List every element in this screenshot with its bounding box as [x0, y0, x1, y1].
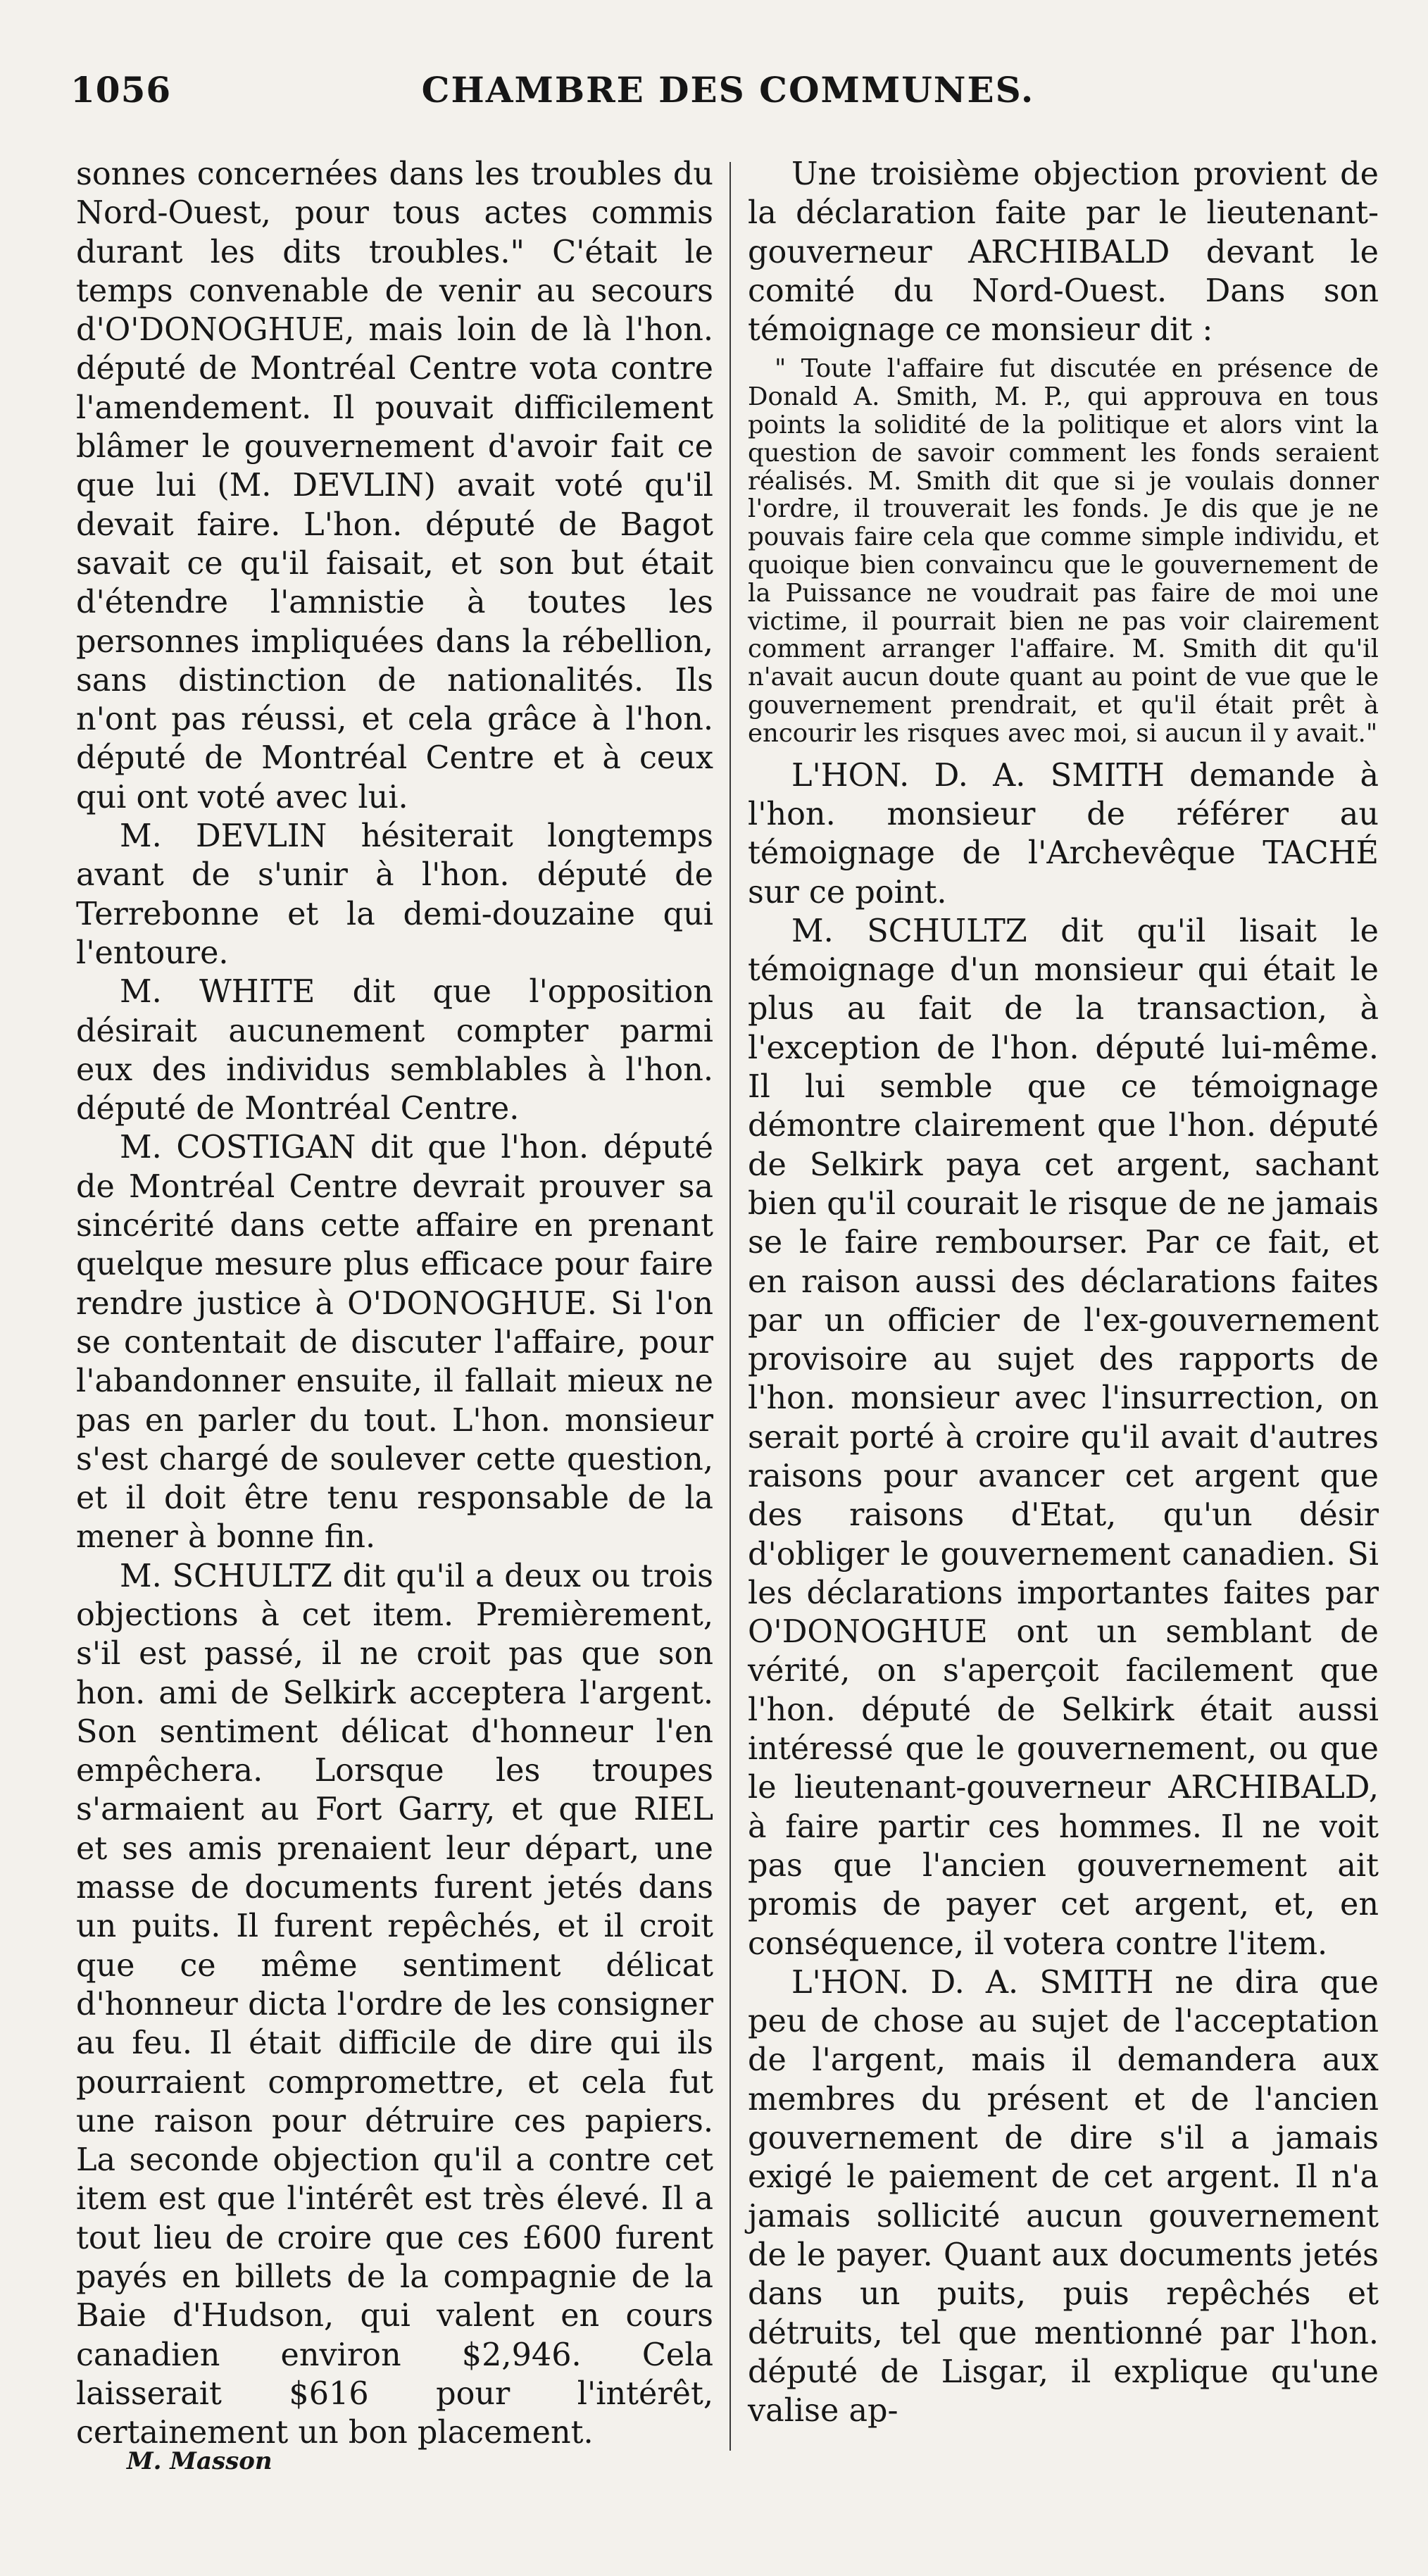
right-paragraph-3: L'HON. D. A. SMITH ne dira que peu de chose au sujet de l'acceptation de l'argent, mais il demandera aux membres du présent et de l'ancien gouvernement de dire s'il a jamais exigé le paiement de cet argent. Il n'a jamais sollicité aucun gouvernement de le payer. Quant aux documents jetés dans un puits, puis repêchés et détruits, tel que mentionné par l'hon. député de Lisgar, il explique qu'une valise ap-	[748, 1964, 1379, 2430]
running-title: CHAMBRE DES COMMUNES.	[421, 69, 1035, 111]
right-intro-paragraph: Une troisième objection provient de la déclaration faite par le lieutenant-gouverneur ARCHIBALD devant le comité du Nord-Ouest. Dans son témoignage ce monsieur dit :	[748, 156, 1379, 349]
left-paragraph-3: M. WHITE dit que l'opposition désirait aucunement compter parmi eux des individus semblables à l'hon. député de Montréal Centre.	[76, 974, 713, 1127]
left-column	[76, 155, 713, 2453]
right-paragraph-1: L'HON. D. A. SMITH demande à l'hon. monsieur de référer au témoignage de l'Archevêque TACHÉ sur ce point.	[748, 757, 1379, 911]
page-header	[70, 69, 1386, 125]
left-paragraph-1: sonnes concernées dans les troubles du Nord-Ouest, pour tous actes commis durant les dits troubles." C'était le temps convenable de venir au secours d'O'DONOGHUE, mais loin de là l'hon. député de Montréal Centre vota contre l'amendement. Il pouvait difficilement blâmer le gouvernement d'avoir fait ce que lui (M. DEVLIN) avait voté qu'il devait faire. L'hon. député de Bagot savait ce qu'il faisait, et son but était d'étendre l'amnistie à toutes les personnes impliquées dans la rébellion, sans distinction de nationalités. Ils n'ont pas réussi, et cela grâce à l'hon. député de Montréal Centre et à ceux qui ont voté avec lui.	[76, 156, 713, 815]
left-paragraph-2: M. DEVLIN hésiterait longtemps avant de s'unir à l'hon. député de Terrebonne et la demi-douzaine qui l'entoure.	[76, 818, 713, 971]
right-paragraph-2: M. SCHULTZ dit qu'il lisait le témoignage d'un monsieur qui était le plus au fait de la transaction, à l'exception de l'hon. député lui-même. Il lui semble que ce témoignage démontre clairement que l'hon. député de Selkirk paya cet argent, sachant bien qu'il courait le risque de ne jamais se le faire rembourser. Par ce fait, et en raison aussi des déclarations faites par un officier de l'ex-gouvernement provisoire au sujet des rapports de l'hon. monsieur avec l'insurrection, on serait porté à croire qu'il avait d'autres raisons pour avancer cet argent que des raisons d'Etat, qu'un désir d'obliger le gouvernement canadien. Si les déclarations importantes faites par O'DONOGHUE ont un semblant de vérité, on s'aperçoit facilement que l'hon. député de Selkirk était aussi intéressé que le gouvernement, ou que le lieutenant-gouverneur ARCHIBALD, à faire partir ces hommes. Il ne voit pas que l'ancien gouvernement ait promis de payer cet argent, et, en conséquence, il votera contre l'item.	[748, 913, 1379, 1962]
column-divider	[729, 162, 731, 2451]
testimony-quote: " Toute l'affaire fut discutée en présence de Donald A. Smith, M. P., qui approuva en tous points la solidité de la politique et alors vint la question de savoir comment les fonds seraient réalisés. M. Smith dit que si je voulais donner l'ordre, il trouverait les fonds. Je dis que je ne pouvais faire cela que comme simple individu, et quoique bien convaincu que le gouvernement de la Puissance ne voudrait pas faire de moi une victime, il pourrait bien ne pas voir clairement comment arranger l'affaire. M. Smith dit qu'il n'avait aucun doute quant au point de vue que le gouvernement prendrait, et qu'il était prêt à encourir les risques avec moi, si aucun il y avait."	[748, 354, 1379, 748]
page-number: 1056	[70, 69, 172, 111]
footer-signature: M. Masson	[127, 2447, 273, 2475]
left-paragraph-4: M. COSTIGAN dit que l'hon. député de Montréal Centre devrait prouver sa sincérité dans cette affaire en prenant quelque mesure plus efficace pour faire rendre justice à O'DONOGHUE. Si l'on se contentait de discuter l'affaire, pour l'abandonner ensuite, il fallait mieux ne pas en parler du tout. L'hon. monsieur s'est chargé de soulever cette question, et il doit être tenu responsable de la mener à bonne fin.	[76, 1130, 713, 1556]
right-column	[748, 155, 1379, 2430]
left-paragraph-5: M. SCHULTZ dit qu'il a deux ou trois objections à cet item. Premièrement, s'il est passé, il ne croit pas que son hon. ami de Selkirk acceptera l'argent. Son sentiment délicat d'honneur l'en empêchera. Lorsque les troupes s'armaient au Fort Garry, et que RIEL et ses amis prenaient leur départ, une masse de documents furent jetés dans un puits. Il furent repêchés, et il croit que ce même sentiment délicat d'honneur dicta l'ordre de les consigner au feu. Il était difficile de dire qui ils pourraient compromettre, et cela fut une raison pour détruire ces papiers. La seconde objection qu'il a contre cet item est que l'intérêt est très élevé. Il a tout lieu de croire que ces £600 furent payés en billets de la compagnie de la Baie d'Hudson, qui valent en cours canadien environ $2,946. Cela laisserait $616 pour l'intérêt, certainement un bon placement.	[76, 1558, 713, 2451]
